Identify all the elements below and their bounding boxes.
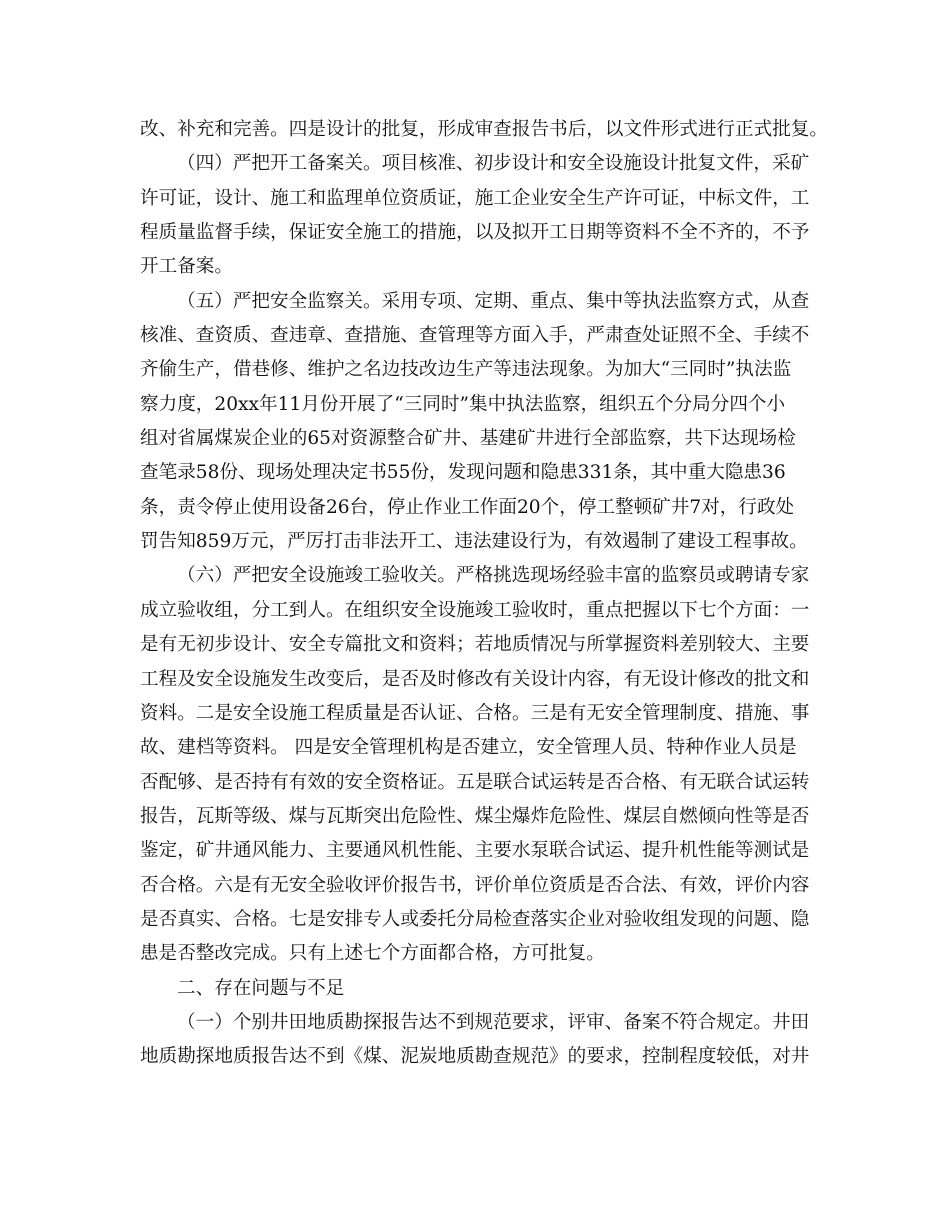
text-line: 是有无初步设计、安全专篇批文和资料；若地质情况与所掌握资料差别较大、主要 [140,634,810,656]
text-line: 患是否整改完成。只有上述七个方面都合格，方可批复。 [140,943,605,965]
document-body [140,113,828,1075]
text-line: 故、建档等资料。 四是安全管理机构是否建立，安全管理人员、特种作业人员是 [140,737,797,759]
text-line: 是否真实、合格。七是安排专人或委托分局检查落实企业对验收组发现的问题、隐 [140,908,810,930]
text-line: 鉴定，矿井通风能力、主要通风机性能、主要水泵联合试运、提升机性能等测试是 [140,840,810,862]
text-line: （四）严把开工备案关。项目核准、初步设计和安全设施设计批复文件，采矿 [177,153,810,175]
text-line: 地质勘探地质报告达不到《煤、泥炭地质勘查规范》的要求，控制程度较低，对井 [140,1046,810,1068]
text-line: 否合格。六是有无安全验收评价报告书，评价单位资质是否合法、有效，评价内容 [140,874,810,896]
text-line: 核准、查资质、查违章、查措施、查管理等方面入手，严肃查处证照不全、手续不 [140,325,810,347]
text-line: 改、补充和完善。四是设计的批复，形成审查报告书后，以文件形式进行正式批复。 [140,119,828,140]
text-line: （六）严把安全设施竣工验收关。严格挑选现场经验丰富的监察员或聘请专家 [177,565,810,587]
text-line: 许可证，设计、施工和监理单位资质证，施工企业安全生产许可证，中标文件，工 [140,187,810,209]
text-line: 否配够、是否持有有效的安全资格证。五是联合试运转是否合格、有无联合试运转 [140,771,810,793]
text-line: 程质量监督手续，保证安全施工的措施，以及拟开工日期等资料不全不齐的，不予 [140,222,810,244]
text-line: （一）个别井田地质勘探报告达不到规范要求，评审、备案不符合规定。井田 [177,1011,810,1033]
text-line: （五）严把安全监察关。采用专项、定期、重点、集中等执法监察方式，从查 [177,290,810,312]
text-line: 罚告知859万元，严厉打击非法开工、违法建设行为，有效遏制了建设工程事故。 [140,531,808,553]
text-line: 查笔录58份、现场处理决定书55份，发现问题和隐患331条，其中重大隐患36 [140,462,786,484]
text-line: 组对省属煤炭企业的65对资源整合矿井、基建矿井进行全部监察，共下达现场检 [140,428,796,450]
text-line: 工程及安全设施发生改变后，是否及时修改有关设计内容，有无设计修改的批文和 [140,668,810,690]
text-line: 齐偷生产，借巷修、维护之名边技改边生产等违法现象。为加大“三同时”执法监 [140,359,792,381]
text-line: 资料。二是安全设施工程质量是否认证、合格。三是有无安全管理制度、措施、事 [140,702,810,724]
text-line: 报告，瓦斯等级、煤与瓦斯突出危险性、煤尘爆炸危险性、煤层自燃倾向性等是否 [140,805,810,827]
text-line: 二、存在问题与不足 [177,977,345,999]
text-line: 成立验收组，分工到人。在组织安全设施竣工验收时，重点把握以下七个方面：一 [140,599,810,621]
text-line: 条，责令停止使用设备26台，停止作业工作面20个，停工整顿矿井7对，行政处 [140,496,795,518]
text-line: 察力度，20xx年11月份开展了“三同时”集中执法监察，组织五个分局分四个小 [140,393,786,415]
text-line: 开工备案。 [140,256,233,278]
